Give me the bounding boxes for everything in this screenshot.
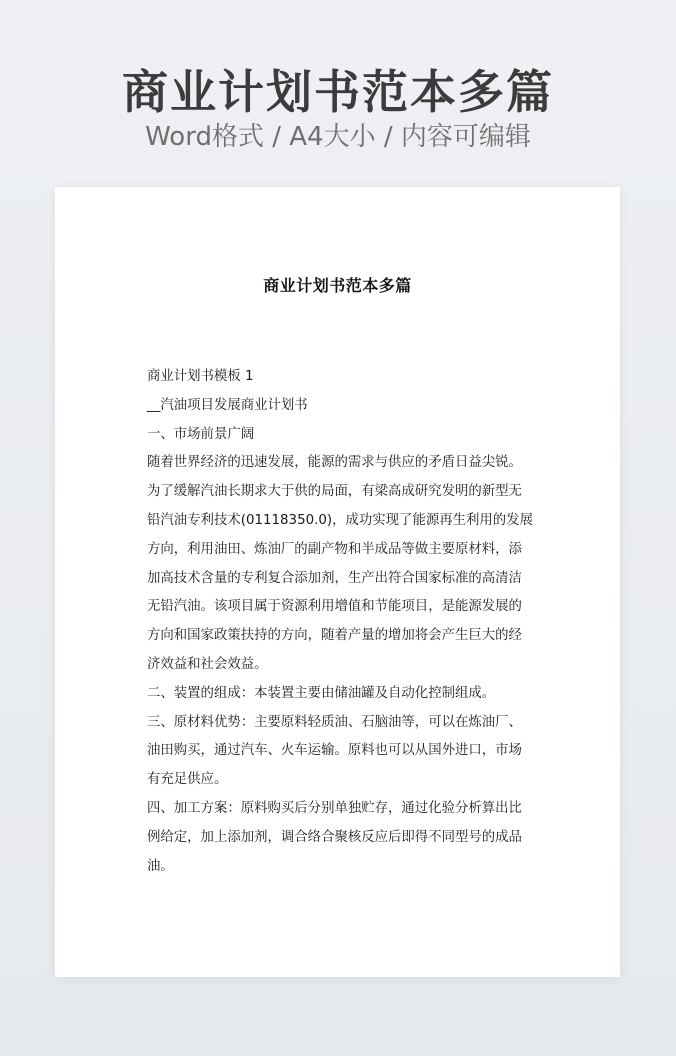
document-body [147, 363, 532, 881]
text-line: 济效益和社会效益。 [147, 656, 268, 672]
text-line: 有充足供应。 [147, 772, 228, 788]
text-line: 例给定，加上添加剂，调合络合聚核反应后即得不同型号的成品 [147, 829, 522, 845]
text-line: 为了缓解汽油长期求大于供的局面，有梁高成研究发明的新型无 [147, 484, 522, 500]
text-line: 铅汽油专利技术(01118350.0)，成功实现了能源再生利用的发展 [147, 512, 533, 528]
banner-subtitle: Word格式 / A4大小 / 内容可编辑 [145, 122, 531, 152]
text-line: 随着世界经济的迅速发展，能源的需求与供应的矛盾日益尖锐。 [147, 455, 522, 471]
text-line: 方向，利用油田、炼油厂的副产物和半成品等做主要原材料，添 [147, 541, 522, 557]
text-line: 方向和国家政策扶持的方向，随着产量的增加将会产生巨大的经 [147, 628, 522, 644]
banner-title: 商业计划书范本多篇 [122, 65, 554, 119]
text-line: 油田购买，通过汽车、火车运输。原料也可以从国外进口，市场 [147, 743, 522, 759]
document-title: 商业计划书范本多篇 [263, 276, 412, 295]
text-line: 商业计划书模板 1 [147, 369, 254, 384]
section-heading: 三、原材料优势：主要原料轻质油、石脑油等，可以在炼油厂、 [147, 714, 522, 730]
text-line: 无铅汽油。该项目属于资源利用增值和节能项目，是能源发展的 [147, 599, 522, 615]
section-heading: 四、加工方案：原料购买后分别单独贮存，通过化验分析算出比 [147, 800, 522, 816]
text-line: 油。 [147, 858, 174, 874]
text-line: 加高技术含量的专利复合添加剂，生产出符合国家标准的高清洁 [147, 570, 522, 586]
text-line: __汽油项目发展商业计划书 [147, 397, 308, 413]
section-heading: 二、装置的组成：本装置主要由储油罐及自动化控制组成。 [147, 685, 496, 701]
document-page [55, 187, 620, 977]
section-heading: 一、市场前景广阔 [147, 426, 255, 442]
